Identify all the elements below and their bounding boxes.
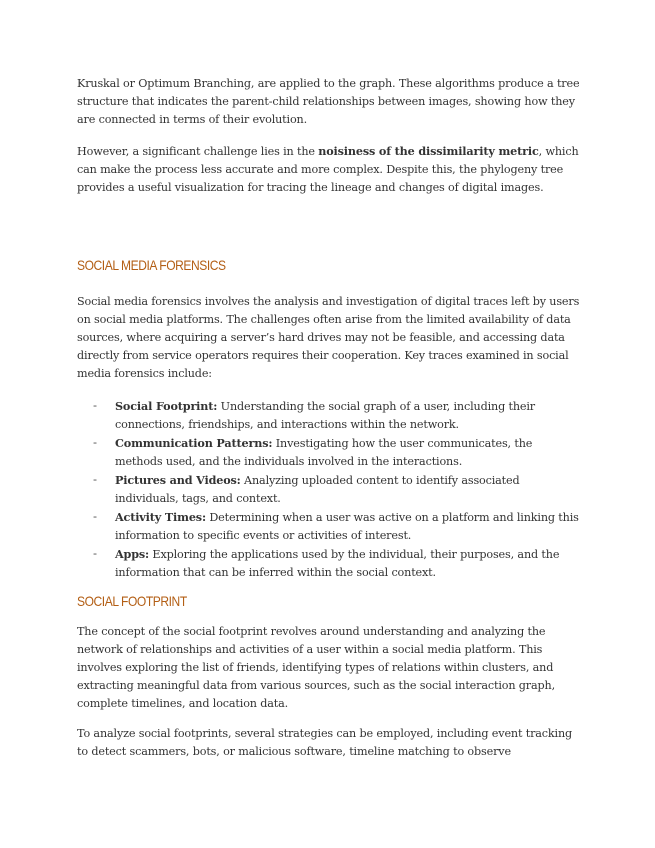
- list-item-text: Understanding the social graph of a user, including their connections, friendships, and interactions within the network.: [115, 400, 535, 431]
- paragraph-social-footprint-concept: The concept of the social footprint revolves around understanding and analyzing the network of relationships and activities of a user within a social media platform. This involves exploring the list of friends, identifying types of relations within clusters, and extracting meaningful data from various sources, such as the social interaction graph, complete timelines, and location data.: [77, 625, 556, 710]
- paragraph-dissimilarity-challenge: [77, 142, 580, 197]
- paragraph-text: However, a significant challenge lies in the: [77, 145, 319, 158]
- list-bullet: -: [93, 436, 97, 449]
- paragraph-social-media-intro: Social media forensics involves the analysis and investigation of digital traces left by users on social media platforms. The challenges often arise from the limited availability of data sources, where acquiring a server’s hard drives may not be feasible, and accessing data directly from service operators requires their cooperation. Key traces examined in social media forensics include:: [77, 295, 580, 380]
- bold-phrase: noisiness of the dissimilarity metric: [318, 144, 539, 158]
- list-item-text: Determining when a user was active on a platform and linking this information to specific events or activities of interest.: [115, 511, 579, 542]
- list-bullet: -: [93, 473, 97, 486]
- key-traces-list: [77, 397, 580, 582]
- list-item: [77, 508, 580, 545]
- list-bullet: -: [93, 510, 97, 523]
- list-item: [77, 434, 580, 471]
- section-heading-social-media-forensics: SOCIAL MEDIA FORENSICS: [77, 257, 226, 273]
- list-item: [77, 397, 580, 434]
- list-item-term: Communication Patterns:: [115, 436, 273, 450]
- list-item-term: Apps:: [115, 547, 150, 561]
- list-item-term: Activity Times:: [115, 510, 206, 524]
- list-bullet: -: [93, 547, 97, 560]
- paragraph-phylogeny-algorithms: Kruskal or Optimum Branching, are applied to the graph. These algorithms produce a tree structure that indicates the parent-child relationships between images, showing how they are connected in terms of their evolution.: [77, 77, 580, 126]
- paragraph-social-footprint-strategies: To analyze social footprints, several strategies can be employed, including event tracking to detect scammers, bots, or malicious software, timeline matching to observe: [77, 727, 573, 758]
- section-heading-social-footprint: SOCIAL FOOTPRINT: [77, 593, 187, 609]
- list-bullet: -: [93, 399, 97, 412]
- list-item: [77, 471, 580, 508]
- list-item-term: Pictures and Videos:: [115, 473, 241, 487]
- list-item-term: Social Footprint:: [115, 399, 218, 413]
- paragraph-text: , which can make the process less accurate and more complex. Despite this, the phylogeny tree provides a useful visualization for tracing the lineage and changes of digital images.: [77, 145, 579, 194]
- list-item-text: Analyzing uploaded content to identify associated individuals, tags, and context.: [115, 474, 520, 505]
- list-item-text: Exploring the applications used by the individual, their purposes, and the information that can be inferred within the social context.: [115, 548, 560, 579]
- list-item-text: Investigating how the user communicates, the methods used, and the individuals involved in the interactions.: [115, 437, 533, 468]
- list-item: [77, 545, 580, 582]
